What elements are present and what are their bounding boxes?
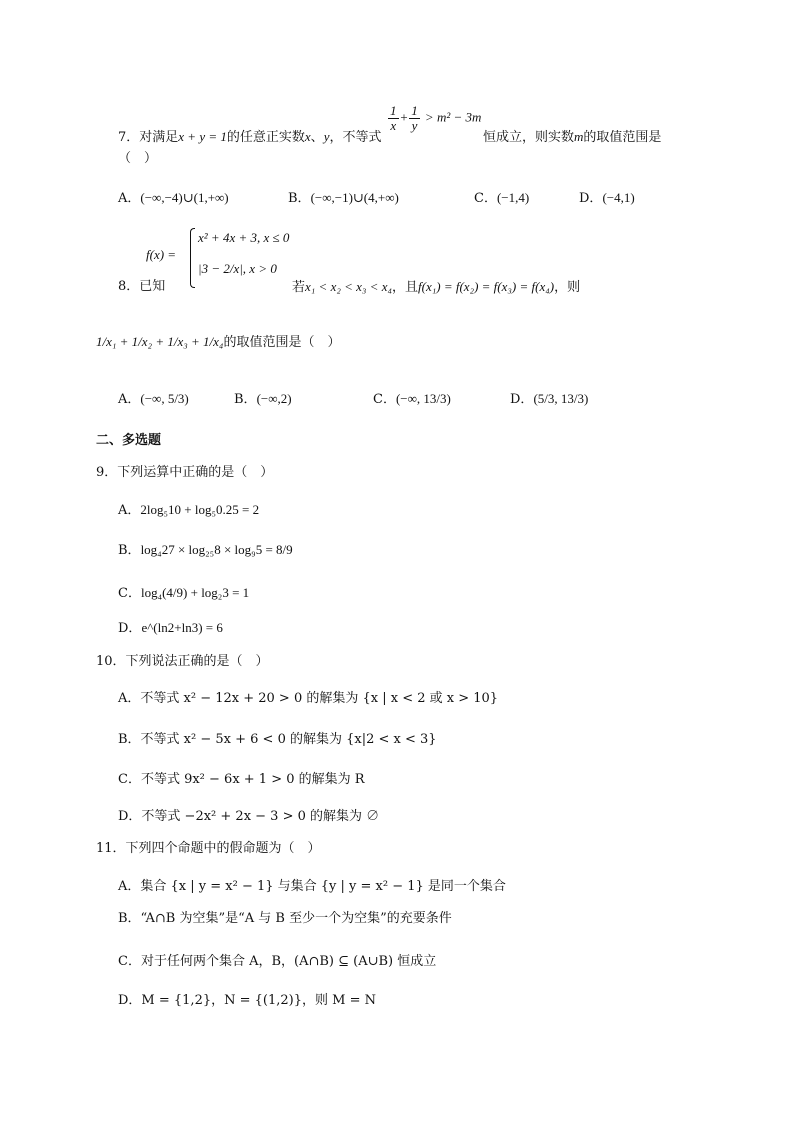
q7-option-d: D．(−4,1) <box>579 190 635 206</box>
q8-sum: 1/x₁ + 1/x₂ + 1/x₃ + 1/x₄的取值范围是（ ） <box>96 334 341 350</box>
q7-inequality: $\frac{1}{x}$ + $\frac{1}{y}$ > m² − 3m <box>390 103 482 133</box>
q7-stem: 7．对满足x + y = 1的任意正实数x、y，不等式 <box>118 129 382 145</box>
q7-option-b: B．(−∞,−1)∪(4,+∞) <box>288 190 399 206</box>
q7-paren: （ ） <box>118 151 158 166</box>
q9-option-d: D．e^(ln2+ln3) = 6 <box>118 620 223 636</box>
q11-option-d: D．M = {1,2}，N = {(1,2)}，则 M = N <box>118 993 376 1008</box>
q8-piecewise-brace <box>190 228 195 288</box>
q10-option-c: C．不等式 9x² − 6x + 1 > 0 的解集为 R <box>118 772 365 787</box>
q8-f-lhs: f(x) = <box>146 247 177 262</box>
q9-option-b: B．log₄27 × log₂₅8 × log₉5 = 8/9 <box>118 542 293 558</box>
q11-option-c: C．对于任何两个集合 A，B，(A∩B) ⊆ (A∪B) 恒成立 <box>118 954 437 969</box>
q8-option-c: C．(−∞, 13/3) <box>373 391 451 407</box>
q9-stem: 9．下列运算中正确的是（ ） <box>96 465 274 480</box>
q8-piece-1: x² + 4x + 3, x ≤ 0 <box>198 230 290 245</box>
q10-option-d: D．不等式 −2x² + 2x − 3 > 0 的解集为 ∅ <box>118 809 380 824</box>
q8-option-d: D．(5/3, 13/3) <box>510 391 589 407</box>
q8-piece-2: |3 − 2/x|, x > 0 <box>198 261 277 276</box>
q8-prefix: 8．已知 <box>118 279 166 294</box>
q10-stem: 10．下列说法正确的是（ ） <box>96 654 269 669</box>
q8-option-a: A．(−∞, 5/3) <box>118 391 189 407</box>
q7-option-c: C．(−1,4) <box>474 190 530 206</box>
q7-option-a: A．(−∞,−4)∪(1,+∞) <box>118 190 229 206</box>
q11-stem: 11．下列四个命题中的假命题为（ ） <box>96 841 321 856</box>
q8-condition: 若x₁ < x₂ < x₃ < x₄，且f(x₁) = f(x₂) = f(x₃) = f(x₄)，则 <box>292 279 581 295</box>
q10-option-b: B．不等式 x² − 5x + 6 < 0 的解集为 {x|2 < x < 3} <box>118 732 437 747</box>
q9-option-c: C．log₄(4/9) + log₂3 = 1 <box>118 585 250 601</box>
q7-stem-tail: 恒成立，则实数m的取值范围是 <box>483 129 662 145</box>
q9-option-a: A．2log₅10 + log₅0.25 = 2 <box>118 502 260 518</box>
q11-option-a: A．集合 {x | y = x² − 1} 与集合 {y | y = x² − 1} 是同一个集合 <box>118 879 506 894</box>
q8-option-b: B．(−∞,2) <box>234 391 292 407</box>
section-heading: 二、多选题 <box>96 433 162 448</box>
q11-option-b: B．“A∩B 为空集”是“A 与 B 至少一个为空集”的充要条件 <box>118 911 452 926</box>
q10-option-a: A．不等式 x² − 12x + 20 > 0 的解集为 {x | x < 2 或 x > 10} <box>118 691 499 706</box>
